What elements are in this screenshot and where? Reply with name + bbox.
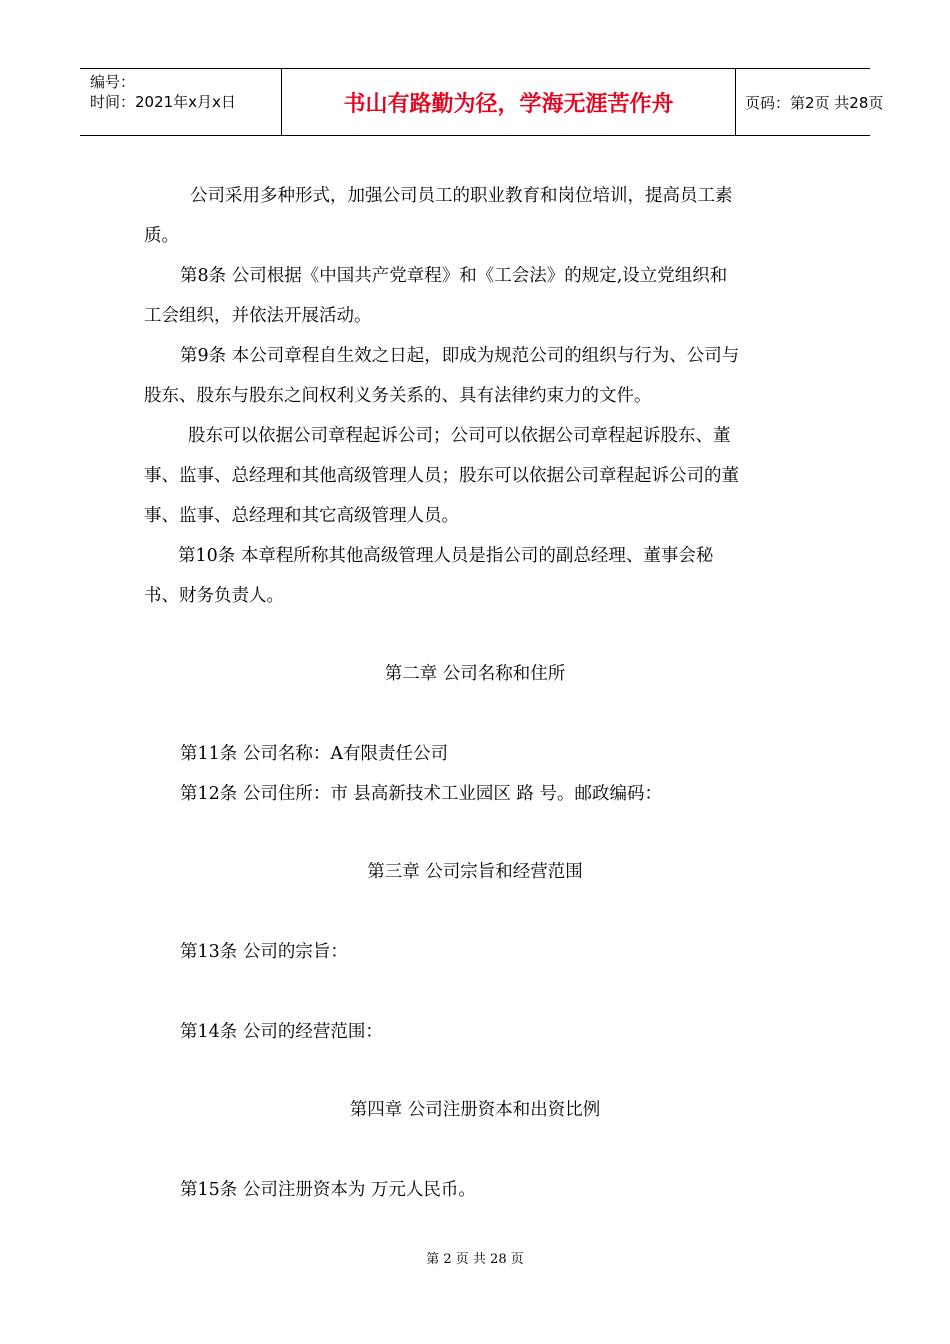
header-page-cell: [736, 69, 884, 135]
header-meta: [80, 69, 281, 135]
article-13: 第13条 公司的宗旨：: [180, 942, 348, 962]
article-8-line: 第8条 公司根据《中国共产党章程》和《工会法》的规定,设立党组织和: [180, 266, 728, 286]
paragraph-line: 公司采用多种形式，加强公司员工的职业教育和岗位培训，提高员工素: [190, 186, 733, 206]
paragraph-line: 工会组织，并依法开展活动。: [144, 306, 372, 326]
time-label: 时间：2021年x月x日: [90, 93, 236, 111]
paragraph-line: 事、监事、总经理和其他高级管理人员；股东可以依据公司章程起诉公司的董: [144, 466, 739, 486]
document-header: [80, 68, 884, 136]
paragraph-line: 股东、股东与股东之间权利义务关系的、具有法律约束力的文件。: [144, 386, 652, 406]
paragraph-line: 股东可以依据公司章程起诉公司；公司可以依据公司章程起诉股东、董: [188, 426, 731, 446]
article-11: 第11条 公司名称：A有限责任公司: [180, 744, 448, 764]
article-15: 第15条 公司注册资本为 万元人民币。: [180, 1180, 476, 1200]
page-footer: 第 2 页 共 28 页: [426, 1252, 524, 1267]
paragraph-line: 书、财务负责人。: [144, 586, 284, 606]
chapter-4-title: 第四章 公司注册资本和出资比例: [349, 1100, 601, 1120]
number-label: 编号：: [90, 73, 136, 91]
chapter-2-title: 第二章 公司名称和住所: [384, 664, 566, 684]
paragraph-line: 质。: [144, 226, 179, 246]
header-motto-cell: [281, 69, 736, 135]
paragraph-line: 事、监事、总经理和其它高级管理人员。: [144, 506, 459, 526]
article-9-line: 第9条 本公司章程自生效之日起，即成为规范公司的组织与行为、公司与: [180, 346, 740, 366]
article-14: 第14条 公司的经营范围：: [180, 1022, 383, 1042]
article-10-line: 第10条 本章程所称其他高级管理人员是指公司的副总经理、董事会秘: [178, 546, 714, 566]
page-info: 页码：第2页 共28页: [745, 93, 884, 112]
chapter-3-title: 第三章 公司宗旨和经营范围: [367, 862, 583, 882]
motto-text: 书山有路勤为径，学海无涯苦作舟: [343, 91, 674, 117]
article-12: 第12条 公司住所：市 县高新技术工业园区 路 号。邮政编码：: [180, 784, 663, 804]
